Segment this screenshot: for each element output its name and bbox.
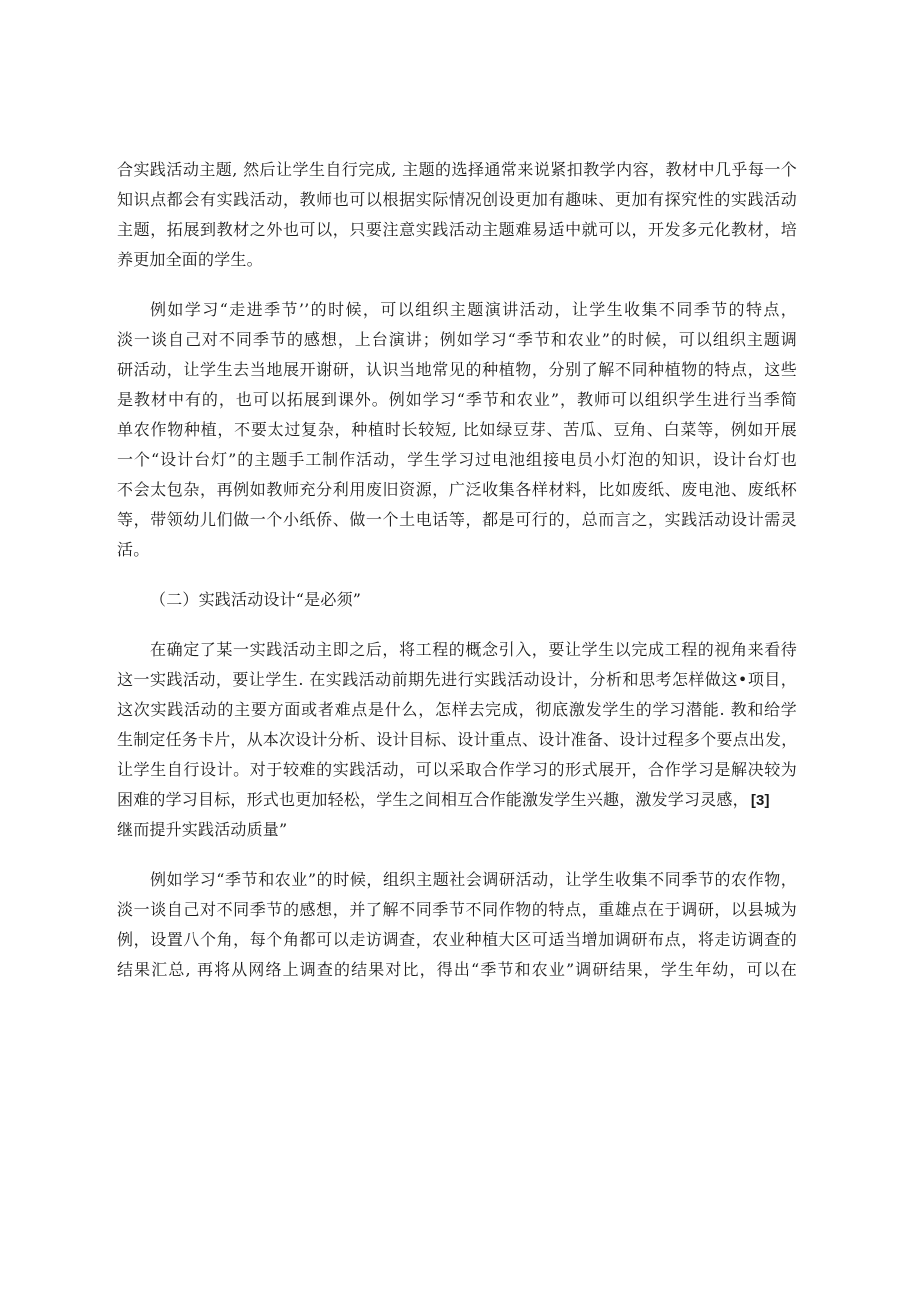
paragraph-line: 例如学习“季节和农业”的时候，组织主题社会调研活动，让学生收集不同季节的农作物，: [150, 870, 797, 889]
paragraph-line: 淡一谈自己对不同季节的感想，上台演讲；例如学习“季节和农业”的时候，可以组织主题调: [117, 330, 797, 349]
citation-marker: [3]: [750, 792, 770, 809]
paragraph-line: 这次实践活动的主要方面或者难点是什么，怎样去完成，彻底激发学生的学习潜能. 教和给学: [117, 700, 797, 719]
paragraph-line: 等，带领幼儿们做一个小纸侨、做一个土电话等，都是可行的，总而言之，实践活动设计需灵: [117, 510, 797, 529]
paragraph-line: 例如学习“走进季节’’的时候，可以组织主题演讲活动，让学生收集不同季节的特点，: [150, 300, 797, 319]
paragraph-line: 单农作物种植，不要太过复杂，种植时长较短, 比如绿豆芽、苦瓜、豆角、白菜等，例如开展: [117, 420, 797, 439]
paragraph-line: 继而提升实践活动质量”: [117, 820, 288, 839]
paragraph-line: [117, 785, 797, 815]
paragraph-line: 淡一谈自己对不同季节的感想，并了解不同季节不同作物的特点，重雄点在于调研，以县城为: [117, 900, 797, 919]
paragraph-line-text: 困难的学习目标，形式也更加轻松，学生之间相互合作能激发学生兴趣，激发学习灵感，: [117, 790, 749, 809]
paragraph-line: 活。: [117, 540, 150, 559]
paragraph-line: 让学生自行设计。对于较难的实践活动，可以采取合作学习的形式展开，合作学习是解决较为: [117, 760, 797, 779]
paragraph-line: 生制定任务卡片，从本次设计分析、设计目标、设计重点、设计准备、设计过程多个要点出发，: [117, 730, 798, 749]
paragraph-line: 知识点都会有实践活动，教师也可以根据实际情况创设更加有趣味、更加有探究性的实践活动: [117, 190, 797, 209]
paragraph-line: 研活动，让学生去当地展开谢研，认识当地常见的种植物，分别了解不同种植物的特点，这些: [117, 360, 797, 379]
paragraph-line: 这一实践活动，要让学生. 在实践活动前期先进行实践活动设计，分析和思考怎样做这•项目，: [117, 670, 797, 689]
paragraph-line: 主题，拓展到教材之外也可以，只要注意实践活动主题难易适中就可以，开发多元化教材，培: [117, 220, 797, 239]
paragraph-line: 不会太包杂，再例如教师充分利用废旧资源，广泛收集各样材料，比如废纸、废电池、废纸杯: [117, 480, 797, 499]
section-heading: （二）实践活动设计“是必须”: [150, 590, 362, 609]
paragraph-line: 合实践活动主题, 然后让学生自行完成, 主题的选择通常来说紧扣教学内容，教材中几乎每一个: [117, 160, 797, 179]
paragraph-line: 养更加全面的学生。: [117, 250, 263, 269]
paragraph-line: 一个“设计台灯”的主题手工制作活动，学生学习过电池组接电员小灯泡的知识，设计台灯也: [117, 450, 797, 469]
paragraph-line: 在确定了某一实践活动主即之后，将工程的概念引入，要让学生以完成工程的视角来看待: [150, 640, 797, 659]
paragraph-line: 例，设置八个角，每个角都可以走访调查，农业种植大区可适当增加调研布点，将走访调查的: [117, 930, 797, 949]
paragraph-line: 是教材中有的，也可以拓展到课外。例如学习“季节和农业”，教师可以组织学生进行当季简: [117, 390, 797, 409]
paragraph-line: 结果汇总, 再将从网络上调查的结果对比，得出“季节和农业”调研结果，学生年幼，可以在: [117, 960, 797, 979]
